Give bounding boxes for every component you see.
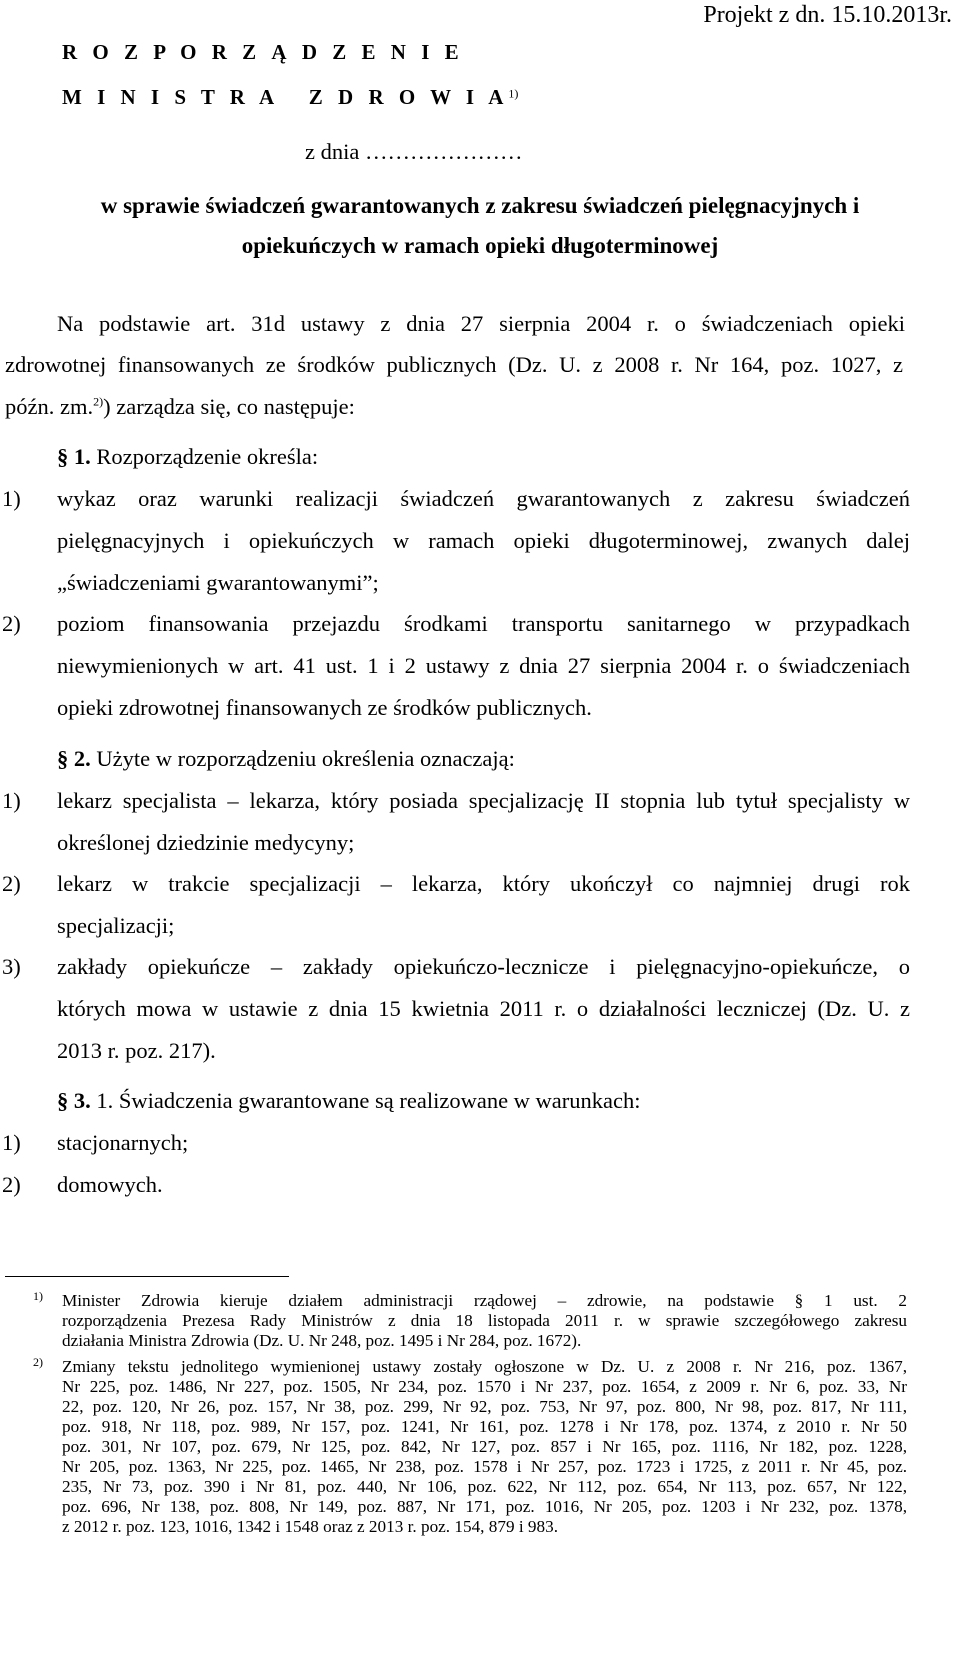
- title-line2-wrap: [62, 85, 518, 110]
- footnote-ref-2: 2): [93, 394, 104, 409]
- section1-heading: § 1. Rozporządzenie określa:: [57, 444, 319, 469]
- title-line2: M I N I S T R A Z D R O W I A: [62, 85, 509, 109]
- date-line: z dnia …………………: [305, 139, 523, 164]
- subject-line2: opiekuńczych w ramach opieki długoterminowej: [241, 233, 719, 258]
- section2-heading: § 2. Użyte w rozporządzeniu określenia oznaczają:: [57, 746, 515, 771]
- footnote-ref-1: 1): [508, 86, 519, 101]
- preamble-line3: późn. zm.$^{2)}$) zarządza się, co następuje:: [5, 394, 355, 419]
- footnote-separator: [5, 1276, 289, 1277]
- subject-line1: w sprawie świadczeń gwarantowanych z zakresu świadczeń pielęgnacyjnych i: [100, 193, 860, 218]
- preamble-line2: zdrowotnej finansowanych ze środków publicznych (Dz. U. z 2008 r. Nr 164, poz. 1027, z: [5, 352, 903, 377]
- document-page: Projekt z dn. 15.10.2013r. R O Z P O R Z Ą D Z E N I E M I N I S T R A Z D R O W I $A^{1)}$ z dnia ………………… w sprawie świadczeń gwarantowanych z zakresu świadczeń pielęgnacyjnych i opiekuńczych w ramach opieki długoterminowej Na podstawie art. 31d ustawy z dnia 27 sierpnia 2004 r. o świadczeniach opieki zdrowotnej finansowanych ze środków publicznych (Dz. U. z 2008 r. Nr 164, poz. 1027, z późn. zm.$^{2)}$) zarządza się, co następuje: § 1. Rozporządzenie określa: 1) wykaz oraz warunki realizacji świadczeń gwarantowanych z zakresu świadczeń pielęgnacyjnych i opiekuńczych w ramach opieki długoterminowej, zwanych dalej „świadczeniami gwarantowanymi”; 2) poziom finansowania przejazdu środkami transportu sanitarnego w przypadkach niewymienionych w art. 41 ust. 1 i 2 ustawy z dnia 27 sierpnia 2004 r. o świadczeniach opieki zdrowotnej finansowanych ze środków publicznych. § 2. Użyte w rozporządzeniu określenia oznaczają: 1) lekarz specjalista – lekarza, który posiada specjalizację II stopnia lub tytuł specjalisty w określonej dziedzinie medycyny; 2) lekarz w trakcie specjalizacji – lekarza, który ukończył co najmniej drugi rok specjalizacji; 3) zakłady opiekuńcze – zakłady opiekuńczo-lecznicze i pielęgnacyjno-opiekuńcze, o których mowa w ustawie z dnia 15 kwietnia 2011 r. o działalności leczniczej (Dz. U. z 2013 r. poz. 217). § 3. 1. Świadczenia gwarantowane są realizowane w warunkach: 1) stacjonarnych; 2) domowych. 1) Minister Zdrowia kieruje działem administracji rządowej – zdrowie, na podstawie § 1 ust. 2 rozporządzenia Prezesa Rady Ministrów z dnia 18 listopada 2011 r. w sprawie szczegółowego zakresu działania Ministra Zdrowia (Dz. U. Nr 248, poz. 1495 i Nr 284, poz. 1672). 2) Zmiany tekstu jednolitego wymienionej ustawy zostały ogłoszone w Dz. U. z 2008 r. Nr 216, poz. 1367, Nr 225, poz. 1486, Nr 227, poz. 1505, Nr 234, poz. 1570 i Nr 237, poz. 1654, z 2009 r. Nr 6, poz. 33, Nr 22, poz. 120, Nr 26, poz. 157, Nr 38, poz. 299, Nr 92, poz. 753, Nr 97, poz. 800, Nr 98, poz. 817, Nr 111, poz. 918, Nr 118, poz. 989, Nr 157, poz. 1241, Nr 161, poz. 1278 i Nr 178, poz. 1374, z 2010 r. Nr 50 poz. 301, Nr 107, poz. 679, Nr 125, poz. 842, Nr 127, poz. 857 i Nr 165, poz. 1116, Nr 182, poz. 1228, Nr 205, poz. 1363, Nr 225, poz. 1465, Nr 238, poz. 1578 i Nr 257, poz. 1723 i 1725, z 2011 r. Nr 45, poz. 235, Nr 73, poz. 390 i Nr 81, poz. 440, Nr 106, poz. 622, Nr 112, poz. 654, Nr 113, poz. 657, Nr 122, poz. 696, Nr 138, poz. 808, Nr 149, poz. 887, Nr 171, poz. 1016, Nr 205, poz. 1203 i Nr 232, poz. 1378, z 2012 r. poz. 123, 1016, 1342 i 1548 oraz z 2013 r. poz. 154, 879 i 983.: [0, 0, 960, 1661]
- section3-heading: § 3. 1. Świadczenia gwarantowane są realizowane w warunkach:: [57, 1088, 641, 1113]
- draft-label: Projekt z dn. 15.10.2013r.: [703, 2, 952, 28]
- preamble-line1: Na podstawie art. 31d ustawy z dnia 27 sierpnia 2004 r. o świadczeniach opieki: [57, 311, 905, 336]
- title-line1: R O Z P O R Z Ą D Z E N I E: [62, 40, 464, 64]
